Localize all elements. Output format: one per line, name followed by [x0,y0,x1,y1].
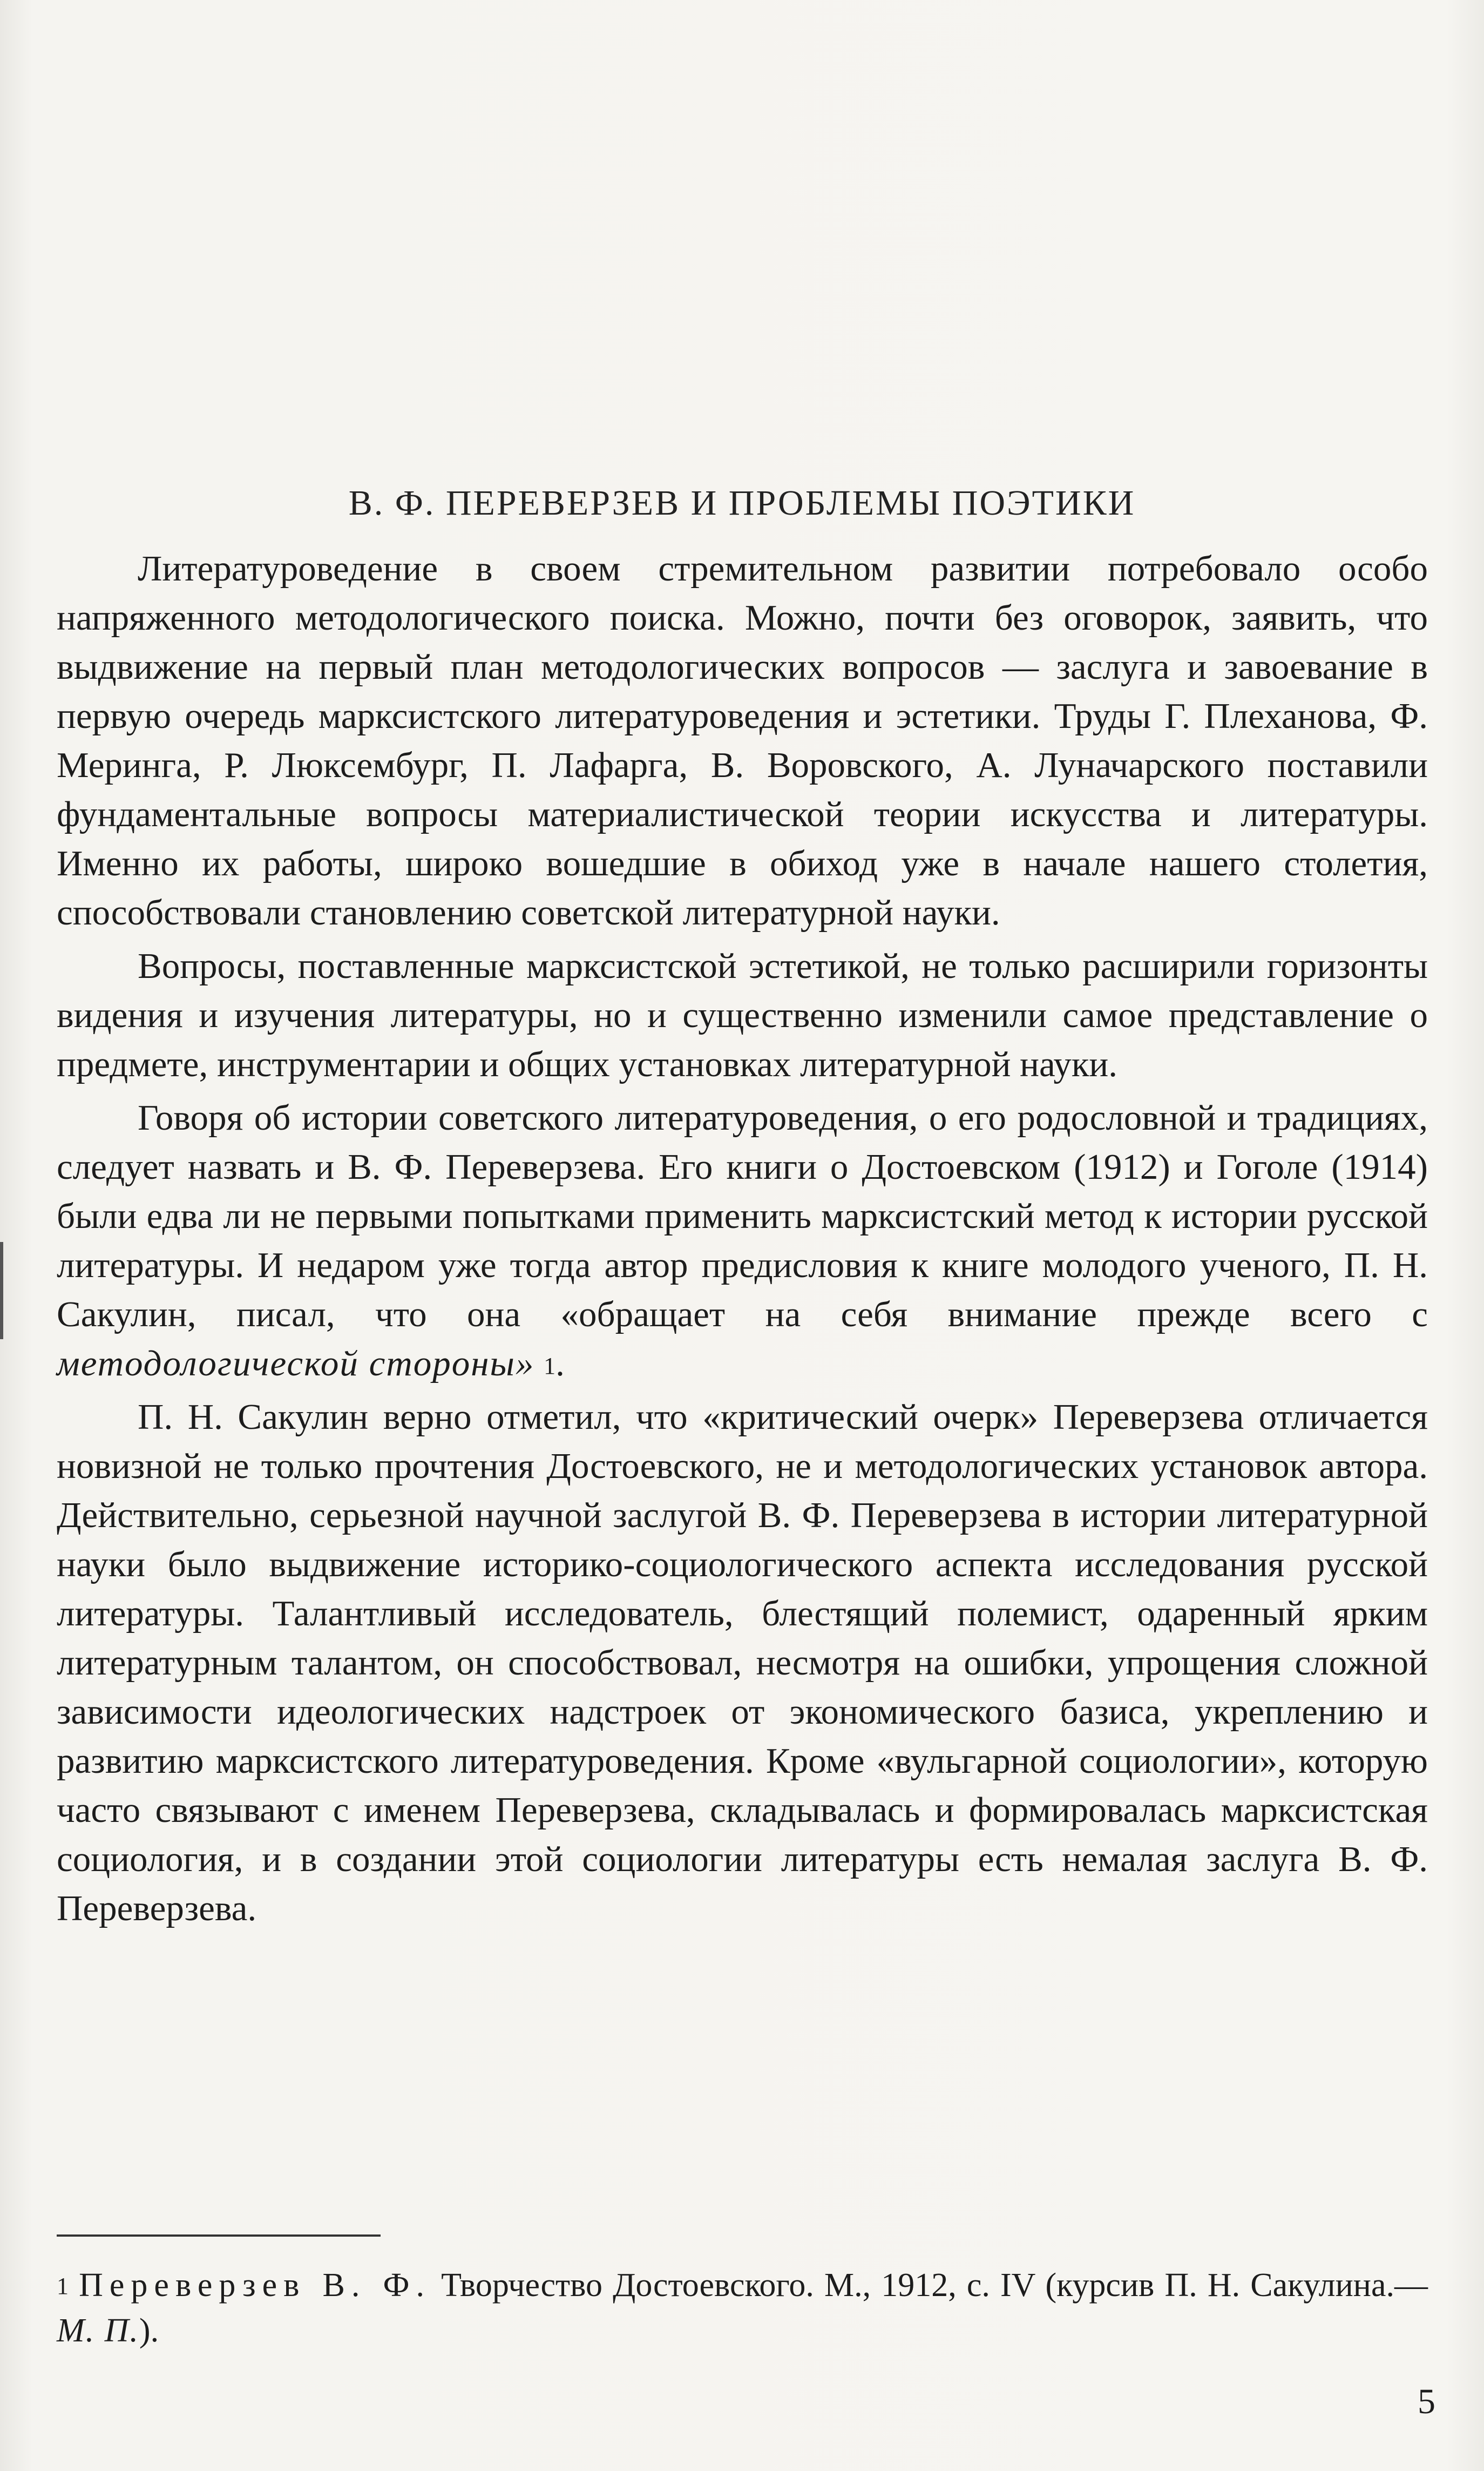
page-title: В. Ф. ПЕРЕВЕРЗЕВ И ПРОБЛЕМЫ ПОЭТИКИ [348,483,1136,523]
paragraph-1: Литературоведение в своем стремительном развитии потребовало особо напряженного методологического поиска. Можно, почти без оговорок, заявить, что выдвижение на первый план методологических вопросов — заслуга и завоевание в первую очередь марксистского литературоведения и эстетики. Труды Г. Плеханова, Ф. Меринга, Р. Люксембург, П. Лафарга, В. Воровского, А. Луначарского поставили фундаментальные вопросы материалистической теории искусства и литературы. Именно их работы, широко вошедшие в обиход уже в начале нашего столетия, способствовали становлению советской литературной науки. [57,549,1428,933]
scan-edge-mark [0,1242,3,1339]
paragraph-3-text: Говоря об истории советского литературоведения, о его родословной и традициях, следует назвать и В. Ф. Переверзева. Его книги о Достоевском (1912) и Гоголе (1914) были едва ли не первыми попытками применить марксистский метод к истории русской литературы. И недаром уже тогда автор предисловия к книге молодого ученого, П. Н. Сакулин, писал, что она «обращает на себя внимание прежде всего с [57,1098,1428,1334]
footnote-end: ). [139,2312,159,2349]
paragraph-4: П. Н. Сакулин верно отметил, что «критический очерк» Переверзева отличается новизной не только прочтения Достоевского, не и методологических установок автора. Действительно, серьезной научной заслугой В. Ф. Переверзева в истории литературной науки было выдвижение историко-социологического аспекта исследования русской литературы. Талантливый исследователь, блестящий полемист, одаренный ярким литературным талантом, он способствовал, несмотря на ошибки, упрощения сложной зависимости идеологических надстроек от экономического базиса, укреплению и развитию марксистского литературоведения. Кроме «вульгарной социологии», которую часто связывают с именем Переверзева, складывалась и формировалась марксистская социология, и в создании этой социологии литературы есть немалая заслуга В. Ф. Переверзева. [57,1397,1428,1928]
paragraph-3-emphasis: методологической стороны [57,1343,516,1383]
footnote-number: 1 [57,2273,69,2299]
footnote [57,2263,1428,2353]
footnote-divider [57,2234,381,2237]
footnote-reference[interactable]: 1 [544,1353,556,1379]
paragraph-3-quote-close: » [515,1343,535,1383]
page-number: 5 [1418,2382,1435,2421]
paragraph-2: Вопросы, поставленные марксистской эстетикой, не только расширили горизонты видения и изучения литературы, но и существенно изменили самое представление о предмете, инструментарии и общих установках литературной науки. [57,946,1428,1084]
paragraph-3 [57,1093,1428,1388]
body-text [57,544,1428,1937]
footnote-author: Переверзев В. Ф. [79,2267,431,2304]
footnote-text: Творчество Достоевского. М., 1912, с. IV (курсив П. Н. Сакулина.— [431,2267,1428,2304]
footnote-initials: М. П. [57,2312,139,2349]
paragraph-3-end: . [555,1343,565,1383]
